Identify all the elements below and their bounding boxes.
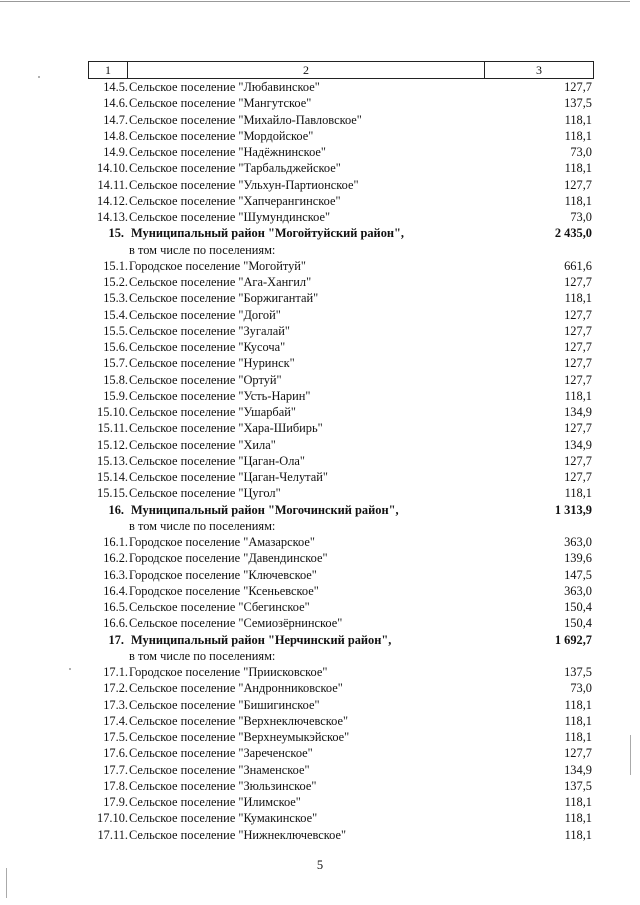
row-number: 16.5. [103,600,128,614]
row-number: 17.8. [103,778,128,793]
table-row [88,713,594,729]
row-name: Сельское поселение "Михайло-Павловское" [129,112,362,127]
table-row [88,307,594,323]
row-name: Сельское поселение "Ульхун-Партионское" [129,177,359,192]
row-name: Сельское поселение "Зугалай" [129,323,290,338]
row-value: 118,1 [564,193,592,208]
table-row [88,388,594,404]
row-number: 16.1. [103,535,128,549]
row-name: Муниципальный район "Нерчинский район", [131,632,392,647]
row-name: Сельское поселение "Верхнеумыкэйское" [129,730,350,744]
row-number: 17.10. [97,811,128,826]
row-number: 17.6. [103,746,128,761]
row-name: в том числе по поселениям: [129,648,276,663]
row-value: 118,1 [564,486,592,501]
row-name: Сельское поселение "Мангутское" [129,96,312,111]
table-row [88,144,594,160]
table-row [88,680,594,696]
table-row [88,290,594,306]
row-name: Сельское поселение "Усть-Нарин" [129,388,311,403]
table-row [88,469,594,485]
row-value: 118,1 [564,291,592,306]
row-value: 127,7 [564,356,592,371]
row-number: 15.7. [103,356,128,371]
row-number: 14.11. [97,177,128,192]
header-col-2: 2 [128,62,485,78]
table-body [88,79,594,843]
row-number: 15.11. [97,421,128,436]
table-row [88,599,594,615]
scan-edge-mark [6,868,7,898]
row-number: 16.4. [103,583,128,598]
row-name: Сельское поселение "Бишигинское" [129,697,320,712]
row-number: 15.15. [97,486,128,501]
top-border-line [0,1,630,2]
row-value: 1 692,7 [554,632,592,647]
row-value: 127,7 [564,421,592,436]
row-number: 15.5. [103,323,128,338]
row-number: 17.11. [97,827,128,842]
row-value: 118,1 [564,730,592,744]
row-name: Сельское поселение "Верхнеключевское" [129,713,349,728]
row-number: 17. [108,632,124,647]
row-value: 73,0 [570,145,592,159]
row-number: 15.4. [103,307,128,322]
row-value: 118,1 [564,388,592,403]
row-value: 127,7 [564,372,592,387]
row-name: Сельское поселение "Хара-Шибирь" [129,421,323,436]
row-name: Сельское поселение "Ушарбай" [129,405,296,419]
row-name: Сельское поселение "Цаган-Ола" [129,453,305,468]
row-value: 661,6 [564,258,592,273]
row-number: 15.9. [103,388,128,403]
row-number: 17.5. [103,730,128,744]
scan-edge-mark [630,735,631,775]
row-value: 118,1 [564,795,592,809]
row-name: Городское поселение "Ключевское" [129,567,317,582]
row-number: 14.9. [103,145,128,159]
table-row [88,810,594,826]
table-row [88,355,594,371]
row-number: 16. [108,502,124,517]
row-name: Сельское поселение "Зюльзинское" [129,778,317,793]
table-row [88,453,594,469]
subheading-row [88,518,594,534]
district-total-row [88,225,594,241]
row-name: Сельское поселение "Знаменское" [129,762,310,777]
subheading-row [88,648,594,664]
row-number: 15.2. [103,275,128,289]
row-number: 14.13. [97,210,128,224]
row-name: Сельское поселение "Любавинское" [129,80,320,94]
row-name: Сельское поселение "Семиозёрнинское" [129,616,343,631]
row-number: 16.3. [103,567,128,582]
row-name: в том числе по поселениям: [129,242,276,257]
row-number: 17.3. [103,697,128,712]
row-value: 118,1 [564,713,592,728]
table-row [88,274,594,290]
row-name: Сельское поселение "Ага-Хангил" [129,275,312,289]
table-row [88,615,594,631]
row-value: 127,7 [564,340,592,354]
scan-speck [69,668,71,670]
table-row [88,778,594,794]
row-value: 127,7 [564,307,592,322]
table-row [88,112,594,128]
row-name: Сельское поселение "Догой" [129,307,281,322]
row-value: 127,7 [564,323,592,338]
row-value: 150,4 [564,600,592,614]
row-number: 15.13. [97,453,128,468]
row-number: 17.7. [103,762,128,777]
page-number: 5 [316,858,324,872]
row-number: 15.12. [97,437,128,452]
row-number: 16.6. [103,616,128,631]
row-name: Сельское поселение "Андронниковское" [129,681,343,696]
table-row [88,697,594,713]
row-number: 14.12. [97,193,128,208]
row-value: 134,9 [564,762,592,777]
header-col-3: 3 [536,63,542,77]
row-value: 127,7 [564,453,592,468]
row-value: 73,0 [570,210,592,224]
table-row [88,372,594,388]
row-value: 150,4 [564,616,592,631]
row-name: Городское поселение "Могойтуй" [129,258,306,273]
district-total-row [88,632,594,648]
table-row [88,534,594,550]
row-value: 118,1 [564,161,592,176]
table-row [88,583,594,599]
row-number: 16.2. [103,551,128,566]
table-row [88,745,594,761]
row-value: 127,7 [564,80,592,94]
row-value: 147,5 [564,567,592,582]
row-number: 15.3. [103,291,128,306]
table-row [88,339,594,355]
row-value: 363,0 [564,535,592,549]
table-row [88,567,594,583]
table-row [88,420,594,436]
row-value: 134,9 [564,437,592,452]
table-row [88,550,594,566]
row-number: 15.1. [103,258,128,273]
row-value: 118,1 [564,128,592,143]
row-value: 127,7 [564,470,592,484]
table-row [88,323,594,339]
row-value: 134,9 [564,405,592,419]
table-row [88,437,594,453]
row-name: Сельское поселение "Ортуй" [129,372,282,387]
row-number: 17.1. [103,665,128,679]
table-row [88,193,594,209]
table-row [88,160,594,176]
table-row [88,664,594,680]
table-row [88,209,594,225]
row-name: Сельское поселение "Мордойское" [129,128,314,143]
table-row [88,95,594,111]
table-row [88,762,594,778]
row-value: 118,1 [564,112,592,127]
row-name: Сельское поселение "Илимское" [129,795,301,809]
row-value: 2 435,0 [554,226,592,241]
row-value: 127,7 [564,177,592,192]
row-value: 139,6 [564,551,592,566]
row-name: Сельское поселение "Кусоча" [129,340,286,354]
row-number: 17.9. [103,795,128,809]
row-number: 15.6. [103,340,128,354]
row-number: 15.8. [103,372,128,387]
subheading-row [88,242,594,258]
table-row [88,485,594,501]
row-name: Сельское поселение "Кумакинское" [129,811,318,826]
row-value: 127,7 [564,275,592,289]
table-row [88,729,594,745]
row-name: в том числе по поселениям: [129,518,276,533]
table-row [88,827,594,843]
row-value: 118,1 [564,811,592,826]
row-name: Городское поселение "Амазарское" [129,535,315,549]
row-value: 1 313,9 [554,502,592,517]
row-name: Городское поселение "Приисковское" [129,665,328,679]
row-number: 14.8. [103,128,128,143]
row-number: 14.6. [103,96,128,111]
row-value: 73,0 [570,681,592,696]
row-number: 15. [108,226,124,241]
table-header [88,61,594,79]
row-name: Городское поселение "Ксеньевское" [129,583,319,598]
row-name: Сельское поселение "Нижнеключевское" [129,827,347,842]
row-number: 15.14. [97,470,128,484]
row-name: Муниципальный район "Могойтуйский район", [131,226,405,241]
table-row [88,794,594,810]
row-value: 363,0 [564,583,592,598]
table-row [88,177,594,193]
table-row [88,128,594,144]
header-col-1: 1 [89,62,128,78]
row-name: Сельское поселение "Цугол" [129,486,281,501]
row-value: 137,5 [564,96,592,111]
row-name: Сельское поселение "Зареченское" [129,746,313,761]
row-value: 127,7 [564,746,592,761]
row-number: 14.7. [103,112,128,127]
row-name: Сельское поселение "Надёжнинское" [129,145,326,159]
row-name: Муниципальный район "Могочинский район", [131,502,399,517]
row-value: 118,1 [564,697,592,712]
row-name: Сельское поселение "Боржигантай" [129,291,319,306]
row-number: 14.10. [97,161,128,176]
row-value: 137,5 [564,778,592,793]
row-number: 17.2. [103,681,128,696]
row-name: Городское поселение "Давендинское" [129,551,328,566]
row-name: Сельское поселение "Хапчерангинское" [129,193,341,208]
row-name: Сельское поселение "Шумундинское" [129,210,331,224]
row-name: Сельское поселение "Сбегинское" [129,600,310,614]
row-number: 14.5. [103,80,128,94]
row-name: Сельское поселение "Тарбальджейское" [129,161,341,176]
district-total-row [88,502,594,518]
row-name: Сельское поселение "Хила" [129,437,276,452]
scan-speck [38,76,40,78]
row-number: 15.10. [97,405,128,419]
table-row [88,258,594,274]
row-value: 137,5 [564,665,592,679]
row-name: Сельское поселение "Нуринск" [129,356,295,371]
row-value: 118,1 [564,827,592,842]
row-number: 17.4. [103,713,128,728]
row-name: Сельское поселение "Цаган-Челутай" [129,470,328,484]
table-row [88,404,594,420]
table-row [88,79,594,95]
